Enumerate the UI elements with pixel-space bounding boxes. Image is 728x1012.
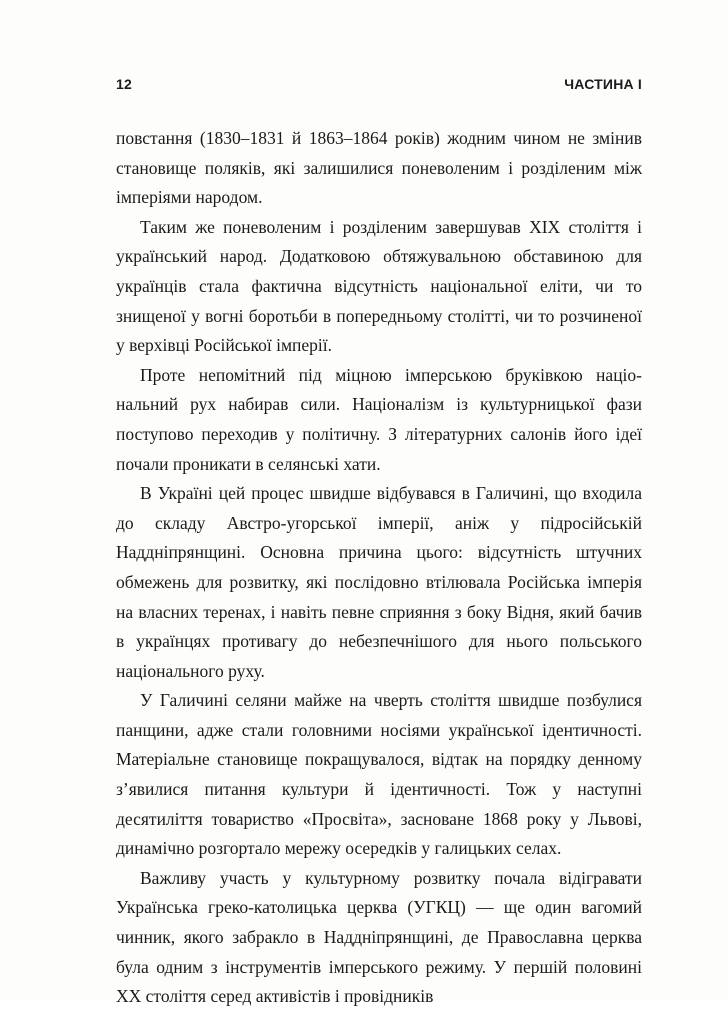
paragraph: Таким же поневоленим і розділеним завершував ХІХ століття і український народ. Додатковою обтяжувальною обставиною для українців стала фактична відсутність національної еліти, чи то знищеної у вогні боротьби в попередньому столітті, чи то розчиненої у верхівці Російської імперії. [116, 216, 642, 356]
paragraph: Важливу участь у культурному розвитку почала відігравати Українська греко-католицька церква (УГКЦ) — ще один вагомий чинник, якого забракло в Наддніпрянщині, де Православна церква була одним з інструментів імперського режиму. У першій половині ХХ століття серед активістів і провідників [116, 867, 642, 1007]
page-number: 12 [116, 76, 132, 92]
paragraph: Проте непомітний під міцною імперською бруківкою національний рух набирав сили. Націоналізм із культурницької фази поступово переходив у політичну. З літературних салонів його ідеї почали проникати в селянські хати. [116, 364, 642, 474]
body-text [116, 124, 642, 1012]
paragraph-continuation: повстання (1830–1831 й 1863–1864 років) жодним чином не змінив становище поляків, які залишилися поневоленим і розділеним між імперіями народом. [116, 128, 642, 208]
paragraph: В Україні цей процес швидше відбувався в Галичині, що входила до складу Австро-угорської імперії, аніж у підросійській Наддніпрянщині. Основна причина цього: відсутність штучних обмежень для розвитку, які послідовно втілювала Російська імперія на власних теренах, і навіть певне сприяння з боку Відня, який бачив в українцях противагу до небезпечнішого для нього польського національного руху. [116, 483, 642, 681]
running-header [116, 76, 642, 98]
paragraph: У Галичині селяни майже на чверть століття швидше позбулися панщини, адже стали головними носіями української ідентичності. Матеріальне становище покращувалося, відтак на порядку денному з’явилися питання культури й ідентичності. Тож у наступні десятиліття товариство «Просвіта», засноване 1868 року у Львові, динамічно розгортало мережу осередків у галицьких селах. [116, 690, 642, 859]
part-title: ЧАСТИНА І [564, 76, 642, 92]
